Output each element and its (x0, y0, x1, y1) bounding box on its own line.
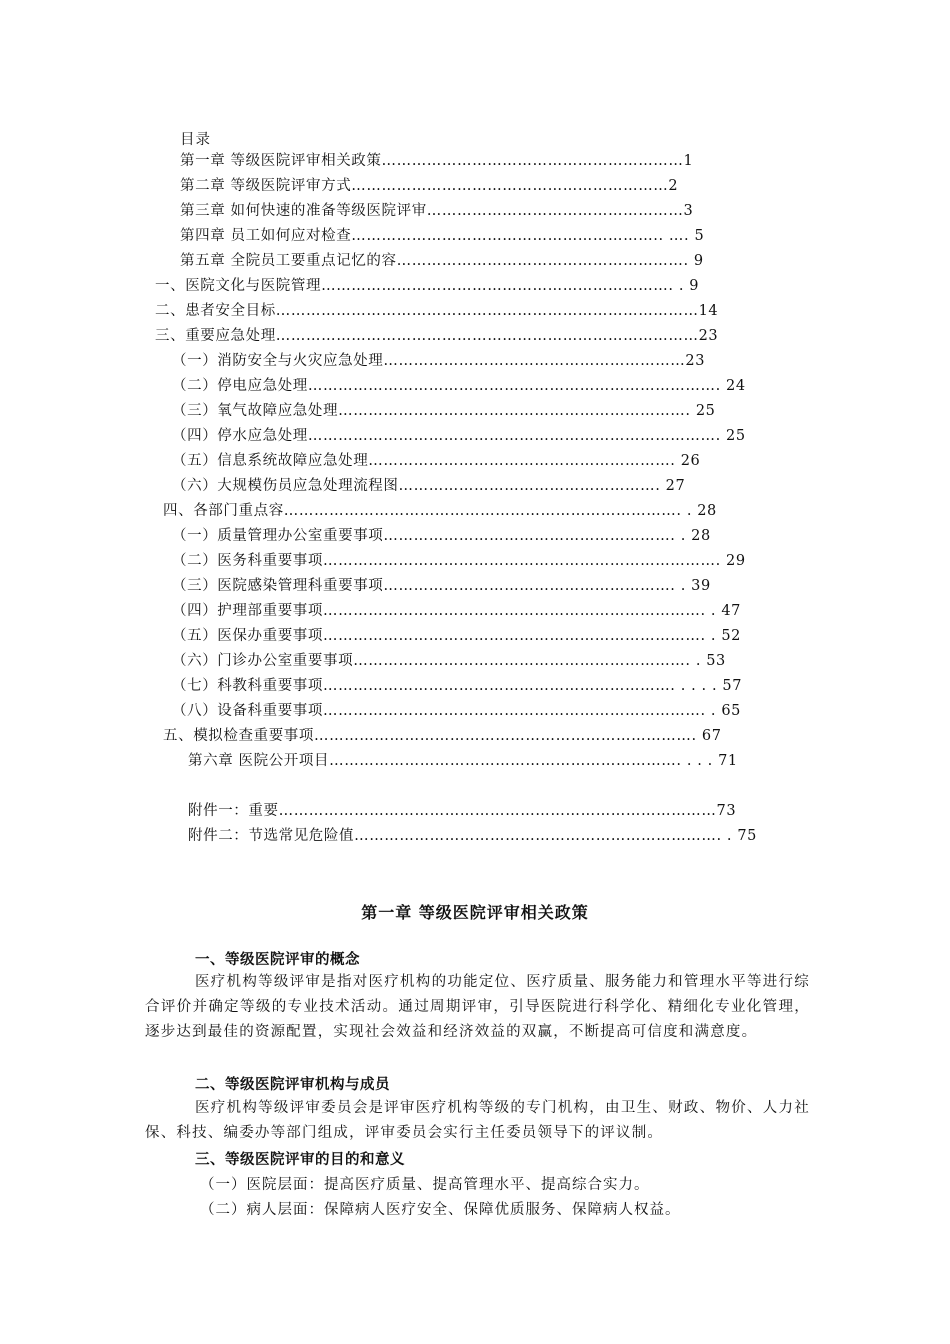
toc-entry: （七）科教科重要事项……………………………………………………………. . . . . 57 (172, 678, 743, 694)
toc-entry: 五、模拟检查重要事项…………………………………………………………………. 67 (163, 728, 722, 744)
toc-entry: （一）质量管理办公室重要事项…………………………………………………. . 28 (172, 528, 711, 544)
toc-entry: （四）停水应急处理………………………………………………………………………. 25 (172, 428, 746, 444)
body-paragraph: 医疗机构等级评审委员会是评审医疗机构等级的专门机构，由卫生、财政、物价、人力社保、科技、编委办等部门组成，评审委员会实行主任委员领导下的评议制。 (145, 1100, 810, 1141)
toc-entry: 一、医院文化与医院管理……………………………………………………………. . 9 (155, 278, 700, 294)
toc-entry: 四、各部门重点容……………………………………………………………………. . 28 (163, 503, 717, 519)
toc-entry: 二、患者安全目标…………………………………………………………………………14 (155, 303, 719, 319)
list-item: （二）病人层面：保障病人医疗安全、保障优质服务、保障病人权益。 (200, 1202, 681, 1218)
section-heading: 三、等级医院评审的目的和意义 (195, 1151, 405, 1168)
toc-entry: （三）氧气故障应急处理……………………………………………………………. 25 (172, 403, 716, 419)
toc-entry: （一）消防安全与火灾应急处理……………………………………………………23 (172, 353, 706, 369)
toc-entry: （八）设备科重要事项…………………………………………………………………. . 65 (172, 703, 741, 719)
toc-entry: （三）医院感染管理科重要事项…………………………………………………. . 39 (172, 578, 711, 594)
toc-entry: （四）护理部重要事项…………………………………………………………………. . 47 (172, 603, 741, 619)
toc-entry: 第五章 全院员工要重点记忆的容…………………………………………………. 9 (180, 253, 704, 269)
chapter-heading: 第一章 等级医院评审相关政策 (361, 903, 589, 922)
toc-title: 目录 (180, 132, 211, 148)
section-heading: 二、等级医院评审机构与成员 (195, 1076, 390, 1093)
toc-entry: （六）门诊办公室重要事项…………………………………………………………. . 53 (172, 653, 726, 669)
toc-entry: 附件二：节选常见危险值………………………………………………………………. . 75 (188, 828, 757, 844)
toc-entry: 三、重要应急处理…………………………………………………………………………23 (155, 328, 719, 344)
toc-entry: 第四章 员工如何应对检查…………………………………………………….. …. 5 (180, 228, 705, 244)
list-item: （一）医院层面：提高医疗质量、提高管理水平、提高综合实力。 (200, 1177, 650, 1193)
toc-entry: 附件一：重要……………………………………………………………………………73 (188, 803, 737, 819)
toc-entry: （五）信息系统故障应急处理……………………………………………………. 26 (172, 453, 701, 469)
toc-entry: （二）医务科重要事项……………………………………………………………………. 29 (172, 553, 746, 569)
toc-entry: 第一章 等级医院评审相关政策……………………………………………………1 (180, 153, 694, 169)
toc-entry: （六）大规模伤员应急处理流程图……………………………………………. 27 (172, 478, 686, 494)
toc-entry: 第二章 等级医院评审方式………………………………………………………2 (180, 178, 679, 194)
section-heading: 一、等级医院评审的概念 (195, 951, 360, 968)
body-paragraph: 医疗机构等级评审是指对医疗机构的功能定位、医疗质量、服务能力和管理水平等进行综合评价并确定等级的专业技术活动。通过周期评审，引导医院进行科学化、精细化专业化管理，逐步达到最佳的资源配置，实现社会效益和经济效益的双赢，不断提高可信度和满意度。 (145, 974, 810, 1040)
toc-entry: 第三章 如何快速的准备等级医院评审……………………………………………3 (180, 203, 694, 219)
toc-entry: 第六章 医院公开项目……………………………………………………………. . . . 71 (188, 753, 738, 769)
toc-entry: （二）停电应急处理………………………………………………………………………. 24 (172, 378, 746, 394)
toc-entry: （五）医保办重要事项…………………………………………………………………. . 52 (172, 628, 741, 644)
